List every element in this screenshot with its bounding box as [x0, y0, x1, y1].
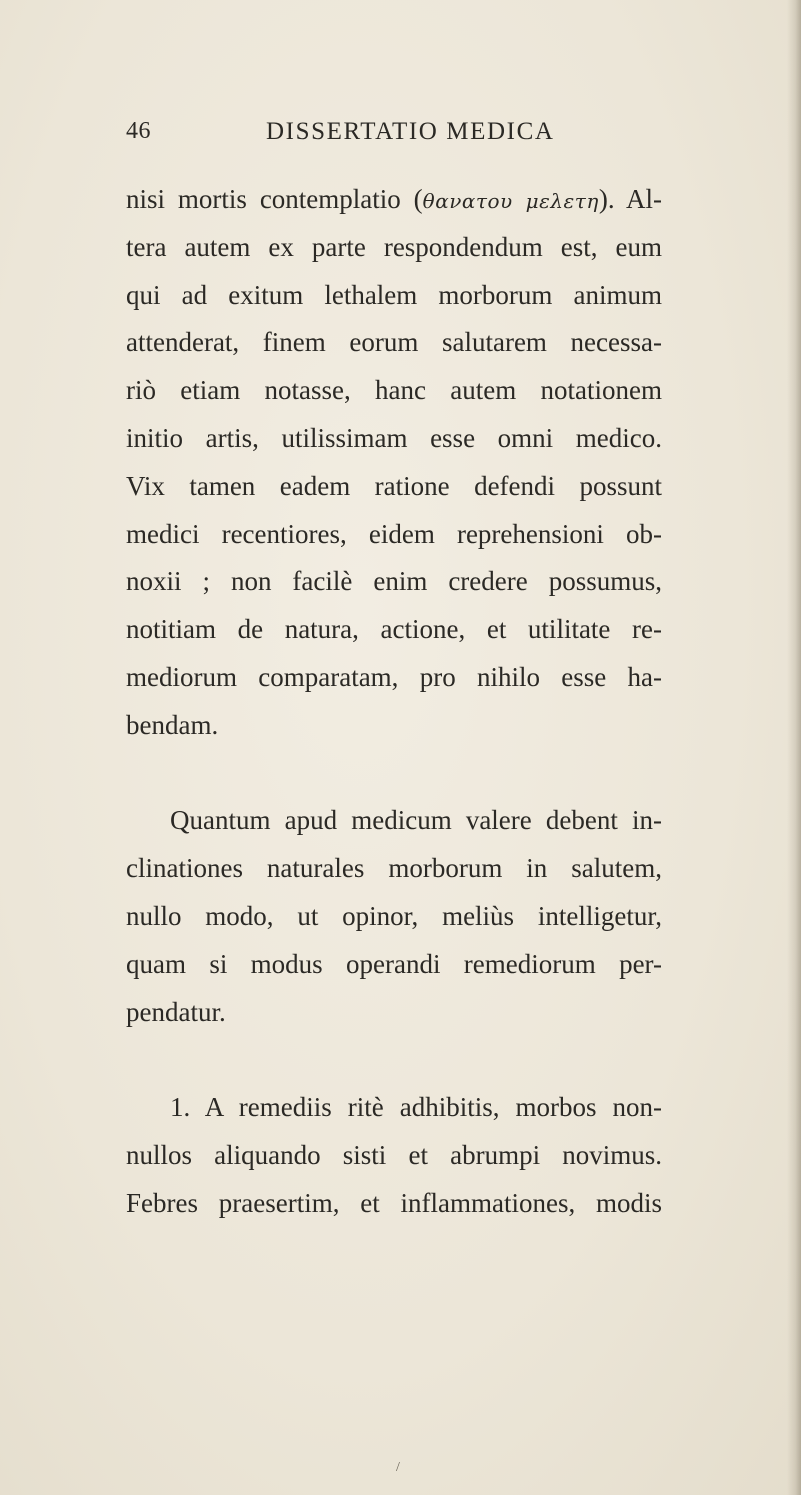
- page-number: 46: [126, 118, 151, 144]
- page-header: [126, 118, 666, 158]
- text-line: Vix tamen eadem ratione defendi possunt: [126, 470, 662, 501]
- text-line: mediorum comparatam, pro nihilo esse ha-: [126, 661, 662, 692]
- text-line: attenderat, finem eorum salutarem necessa-: [126, 327, 662, 358]
- text-line: riò etiam notasse, hanc autem notationem: [126, 375, 662, 406]
- text-line: nullos aliquando sisti et abrumpi novimus.: [126, 1139, 662, 1170]
- footer-mark: /: [396, 1460, 400, 1475]
- text-line: Febres praesertim, et inflammationes, modis: [126, 1187, 662, 1218]
- text-line: qui ad exitum lethalem morborum animum: [126, 279, 662, 310]
- text-line: bendam.: [126, 709, 219, 740]
- running-head: DISSERTATIO MEDICA: [266, 118, 555, 145]
- text-line: tera autem ex parte respondendum est, eum: [126, 231, 662, 262]
- text-segment: ). Al-: [598, 184, 662, 214]
- text-line: quam si modus operandi remediorum per-: [126, 948, 662, 979]
- paragraph-gap: [126, 1036, 662, 1084]
- text-line: noxii ; non facilè enim credere possumus,: [126, 566, 662, 597]
- text-line: 1. A remediis ritè adhibitis, morbos non-: [170, 1092, 662, 1123]
- text-line: notitiam de natura, actione, et utilitate re-: [126, 614, 662, 645]
- text-line: Quantum apud medicum valere debent in-: [170, 805, 662, 836]
- body-text: [126, 176, 662, 1228]
- text-segment: nisi mortis contemplatio (: [126, 184, 423, 214]
- page-edge-shadow: [787, 0, 801, 1495]
- text-line: nullo modo, ut opinor, meliùs intelligetur,: [126, 900, 662, 931]
- greek-phrase: θανατου μελετη: [422, 189, 599, 213]
- text-line: medici recentiores, eidem reprehensioni ob-: [126, 518, 662, 549]
- text-line: pendatur.: [126, 996, 226, 1027]
- text-line: initio artis, utilissimam esse omni medico.: [126, 422, 662, 453]
- text-line: clinationes naturales morborum in salutem,: [126, 853, 662, 884]
- text-line: [126, 176, 662, 224]
- paragraph-gap: [126, 750, 662, 798]
